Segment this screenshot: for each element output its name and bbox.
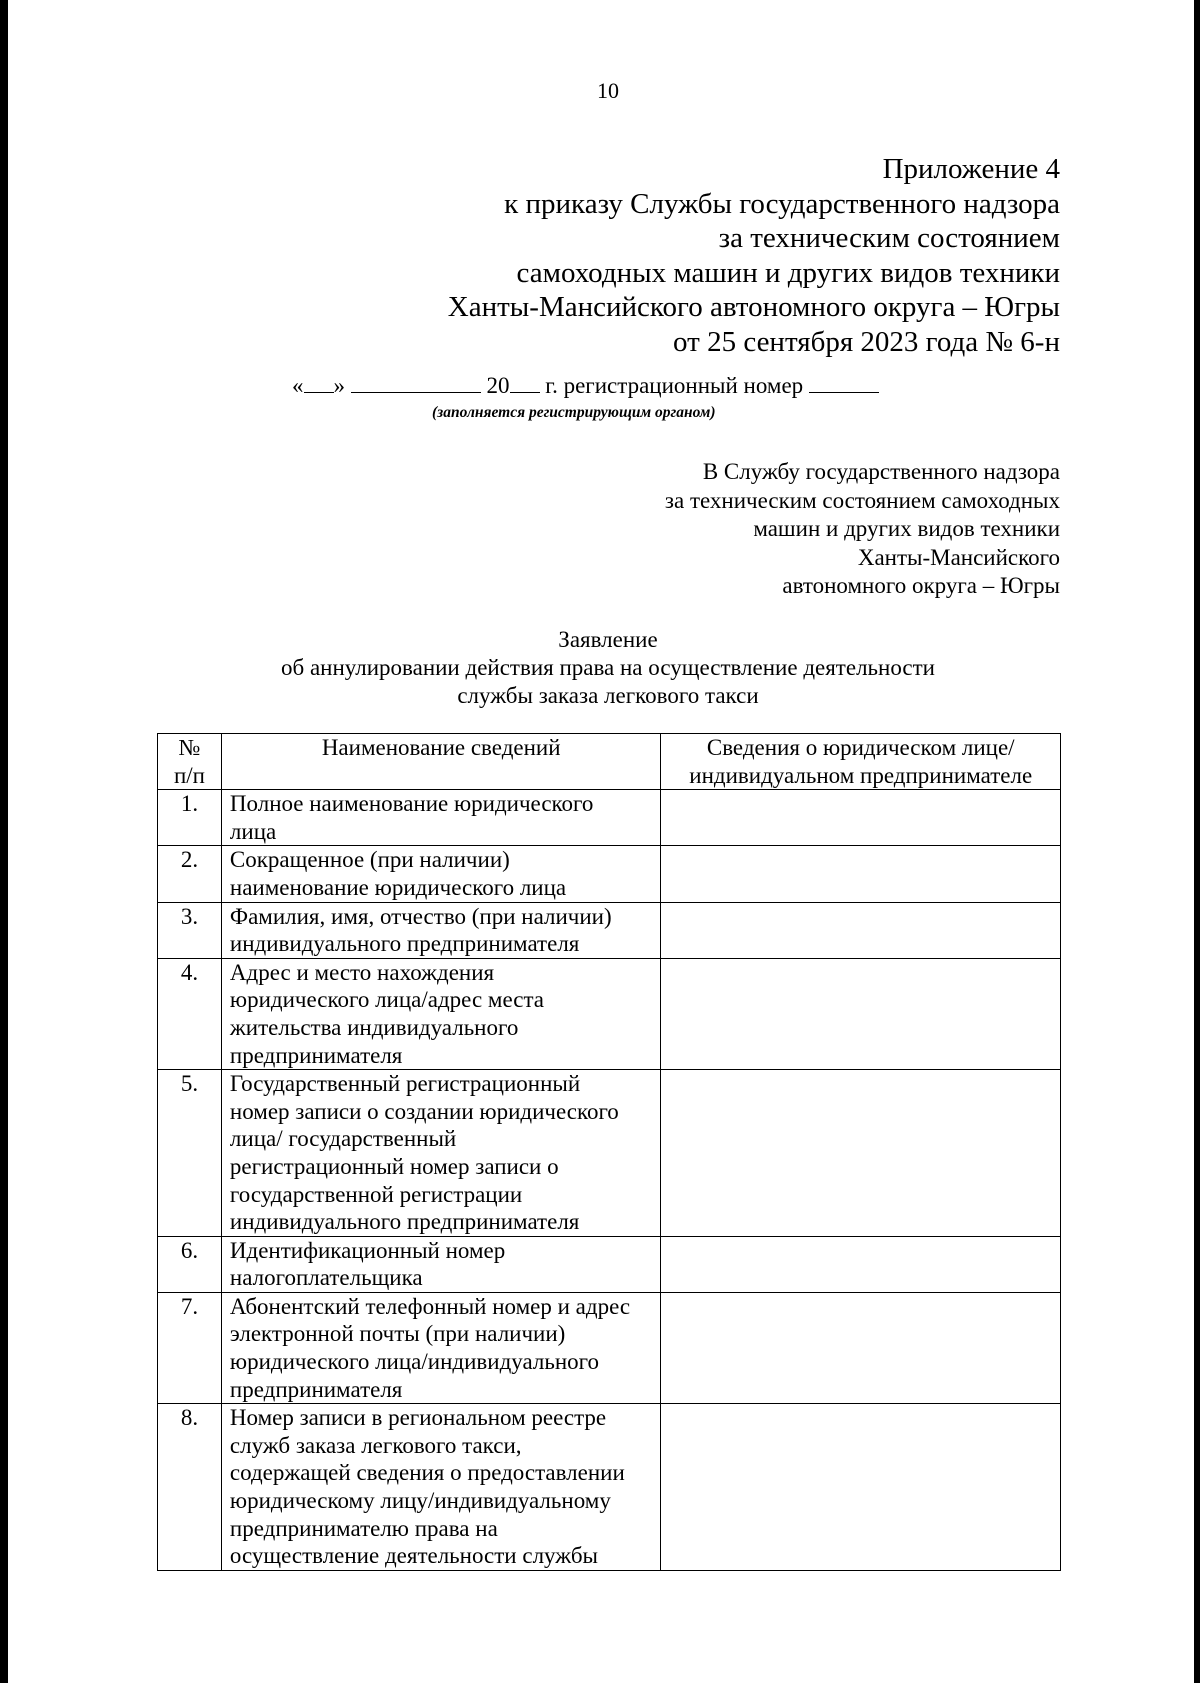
row-label-line: Идентификационный номер [229, 1237, 506, 1263]
table-row [158, 846, 1061, 902]
row-value-cell[interactable] [661, 790, 1061, 846]
day-blank[interactable] [304, 374, 334, 393]
title-line: службы заказа легкового такси [457, 683, 759, 708]
row-label-line: налогоплательщика [229, 1265, 423, 1291]
row-label-line: Абонентский телефонный номер и адрес [229, 1293, 631, 1319]
row-label [221, 958, 661, 1069]
row-label-line: предпринимателя [229, 1042, 403, 1068]
row-label [221, 902, 661, 958]
row-label-line: осуществление деятельности службы [229, 1543, 598, 1569]
registration-note: (заполняется регистрирующим органом) [432, 404, 716, 421]
table-row [158, 902, 1061, 958]
row-label-line: индивидуального предпринимателя [229, 1209, 580, 1235]
addressee-line: машин и других видов техники [753, 516, 1060, 541]
appendix-line: Ханты-Мансийского автономного округа – Югры [447, 291, 1060, 323]
addressee-block [665, 458, 1060, 601]
year-blank[interactable] [510, 374, 540, 393]
header-value [661, 734, 1061, 790]
row-label-line: предпринимателю права на [229, 1515, 498, 1541]
row-label-line: Государственный регистрационный [229, 1071, 581, 1097]
row-number: 2. [158, 846, 222, 902]
row-value-cell[interactable] [661, 902, 1061, 958]
row-label-line: регистрационный номер записи о [229, 1153, 559, 1179]
row-label-line: Адрес и место нахождения [229, 959, 495, 985]
row-label-line: номер записи о создании юридического [229, 1098, 619, 1124]
row-number: 1. [158, 790, 222, 846]
row-number: 5. [158, 1070, 222, 1237]
row-number: 6. [158, 1236, 222, 1292]
row-label [221, 846, 661, 902]
row-label-line: служб заказа легкового такси, [229, 1432, 522, 1458]
row-number: 4. [158, 958, 222, 1069]
table-row [158, 958, 1061, 1069]
row-number: 3. [158, 902, 222, 958]
row-value-cell[interactable] [661, 846, 1061, 902]
addressee-line: автономного округа – Югры [782, 573, 1060, 598]
row-label-line: наименование юридического лица [229, 874, 567, 900]
year-prefix: 20 [486, 373, 510, 398]
header-value-line: Сведения о юридическом лице/ [706, 735, 1015, 760]
row-label-line: Номер записи в региональном реестре [229, 1405, 607, 1431]
registration-number-blank[interactable] [809, 374, 879, 393]
row-label [221, 1070, 661, 1237]
scan-edge-right [1194, 0, 1200, 1683]
row-label-line: лица [229, 818, 277, 844]
row-label-line: жительства индивидуального [229, 1014, 519, 1040]
row-label-line: государственной регистрации [229, 1181, 523, 1207]
close-quote: » [333, 373, 345, 398]
row-label-line: лица/ государственный [229, 1126, 457, 1152]
row-label [221, 790, 661, 846]
addressee-line: за техническим состоянием самоходных [664, 487, 1060, 513]
header-name: Наименование сведений [221, 734, 661, 790]
table-row [158, 1236, 1061, 1292]
addressee-line: В Службу государственного надзора [702, 459, 1060, 484]
open-quote: « [292, 373, 304, 398]
appendix-line: самоходных машин и других видов техники [516, 256, 1060, 289]
row-label-line: электронной почты (при наличии) [229, 1321, 566, 1347]
title-line: об аннулировании действия права на осуществление деятельности [281, 655, 935, 680]
table-row [158, 1404, 1061, 1571]
scan-edge-left [0, 0, 8, 1683]
table-row [158, 1070, 1061, 1237]
row-label-line: индивидуального предпринимателя [229, 931, 580, 957]
document-title [0, 626, 1200, 710]
table-row [158, 1292, 1061, 1403]
header-num-line: № [178, 735, 201, 760]
row-value-cell[interactable] [661, 1070, 1061, 1237]
application-form-table [157, 733, 1061, 1571]
row-label-line: предпринимателя [229, 1376, 403, 1402]
header-value-line: индивидуальном предпринимателе [689, 762, 1033, 788]
row-label-line: юридического лица/адрес места [229, 987, 545, 1013]
appendix-block [448, 152, 1060, 359]
registration-text: г. регистрационный номер [545, 373, 804, 398]
row-label-line: содержащей сведения о предоставлении [229, 1460, 625, 1486]
addressee-line: Ханты-Мансийского [857, 544, 1060, 570]
table-header-row [158, 734, 1061, 790]
row-value-cell[interactable] [661, 1236, 1061, 1292]
month-blank[interactable] [351, 374, 481, 393]
title-line: Заявление [558, 627, 658, 652]
row-label-line: юридического лица/индивидуального [229, 1349, 600, 1375]
appendix-line: к приказу Службы государственного надзора [504, 187, 1060, 220]
row-label-line: юридическому лицу/индивидуальному [229, 1488, 611, 1514]
row-value-cell[interactable] [661, 1292, 1061, 1403]
row-label [221, 1236, 661, 1292]
appendix-line: от 25 сентября 2023 года № 6-н [673, 325, 1060, 358]
row-label [221, 1404, 661, 1571]
header-num [158, 734, 222, 790]
appendix-line: Приложение 4 [882, 153, 1060, 185]
row-number: 7. [158, 1292, 222, 1403]
header-num-line: п/п [173, 762, 205, 788]
page-number: 10 [597, 78, 619, 103]
row-number: 8. [158, 1404, 222, 1571]
table-row [158, 790, 1061, 846]
row-label [221, 1292, 661, 1403]
row-value-cell[interactable] [661, 958, 1061, 1069]
row-value-cell[interactable] [661, 1404, 1061, 1571]
appendix-line: за техническим состоянием [718, 222, 1060, 254]
row-label-line: Полное наименование юридического [229, 791, 594, 817]
row-label-line: Сокращенное (при наличии) [229, 847, 510, 873]
registration-line [292, 373, 879, 399]
row-label-line: Фамилия, имя, отчество (при наличии) [229, 903, 612, 929]
